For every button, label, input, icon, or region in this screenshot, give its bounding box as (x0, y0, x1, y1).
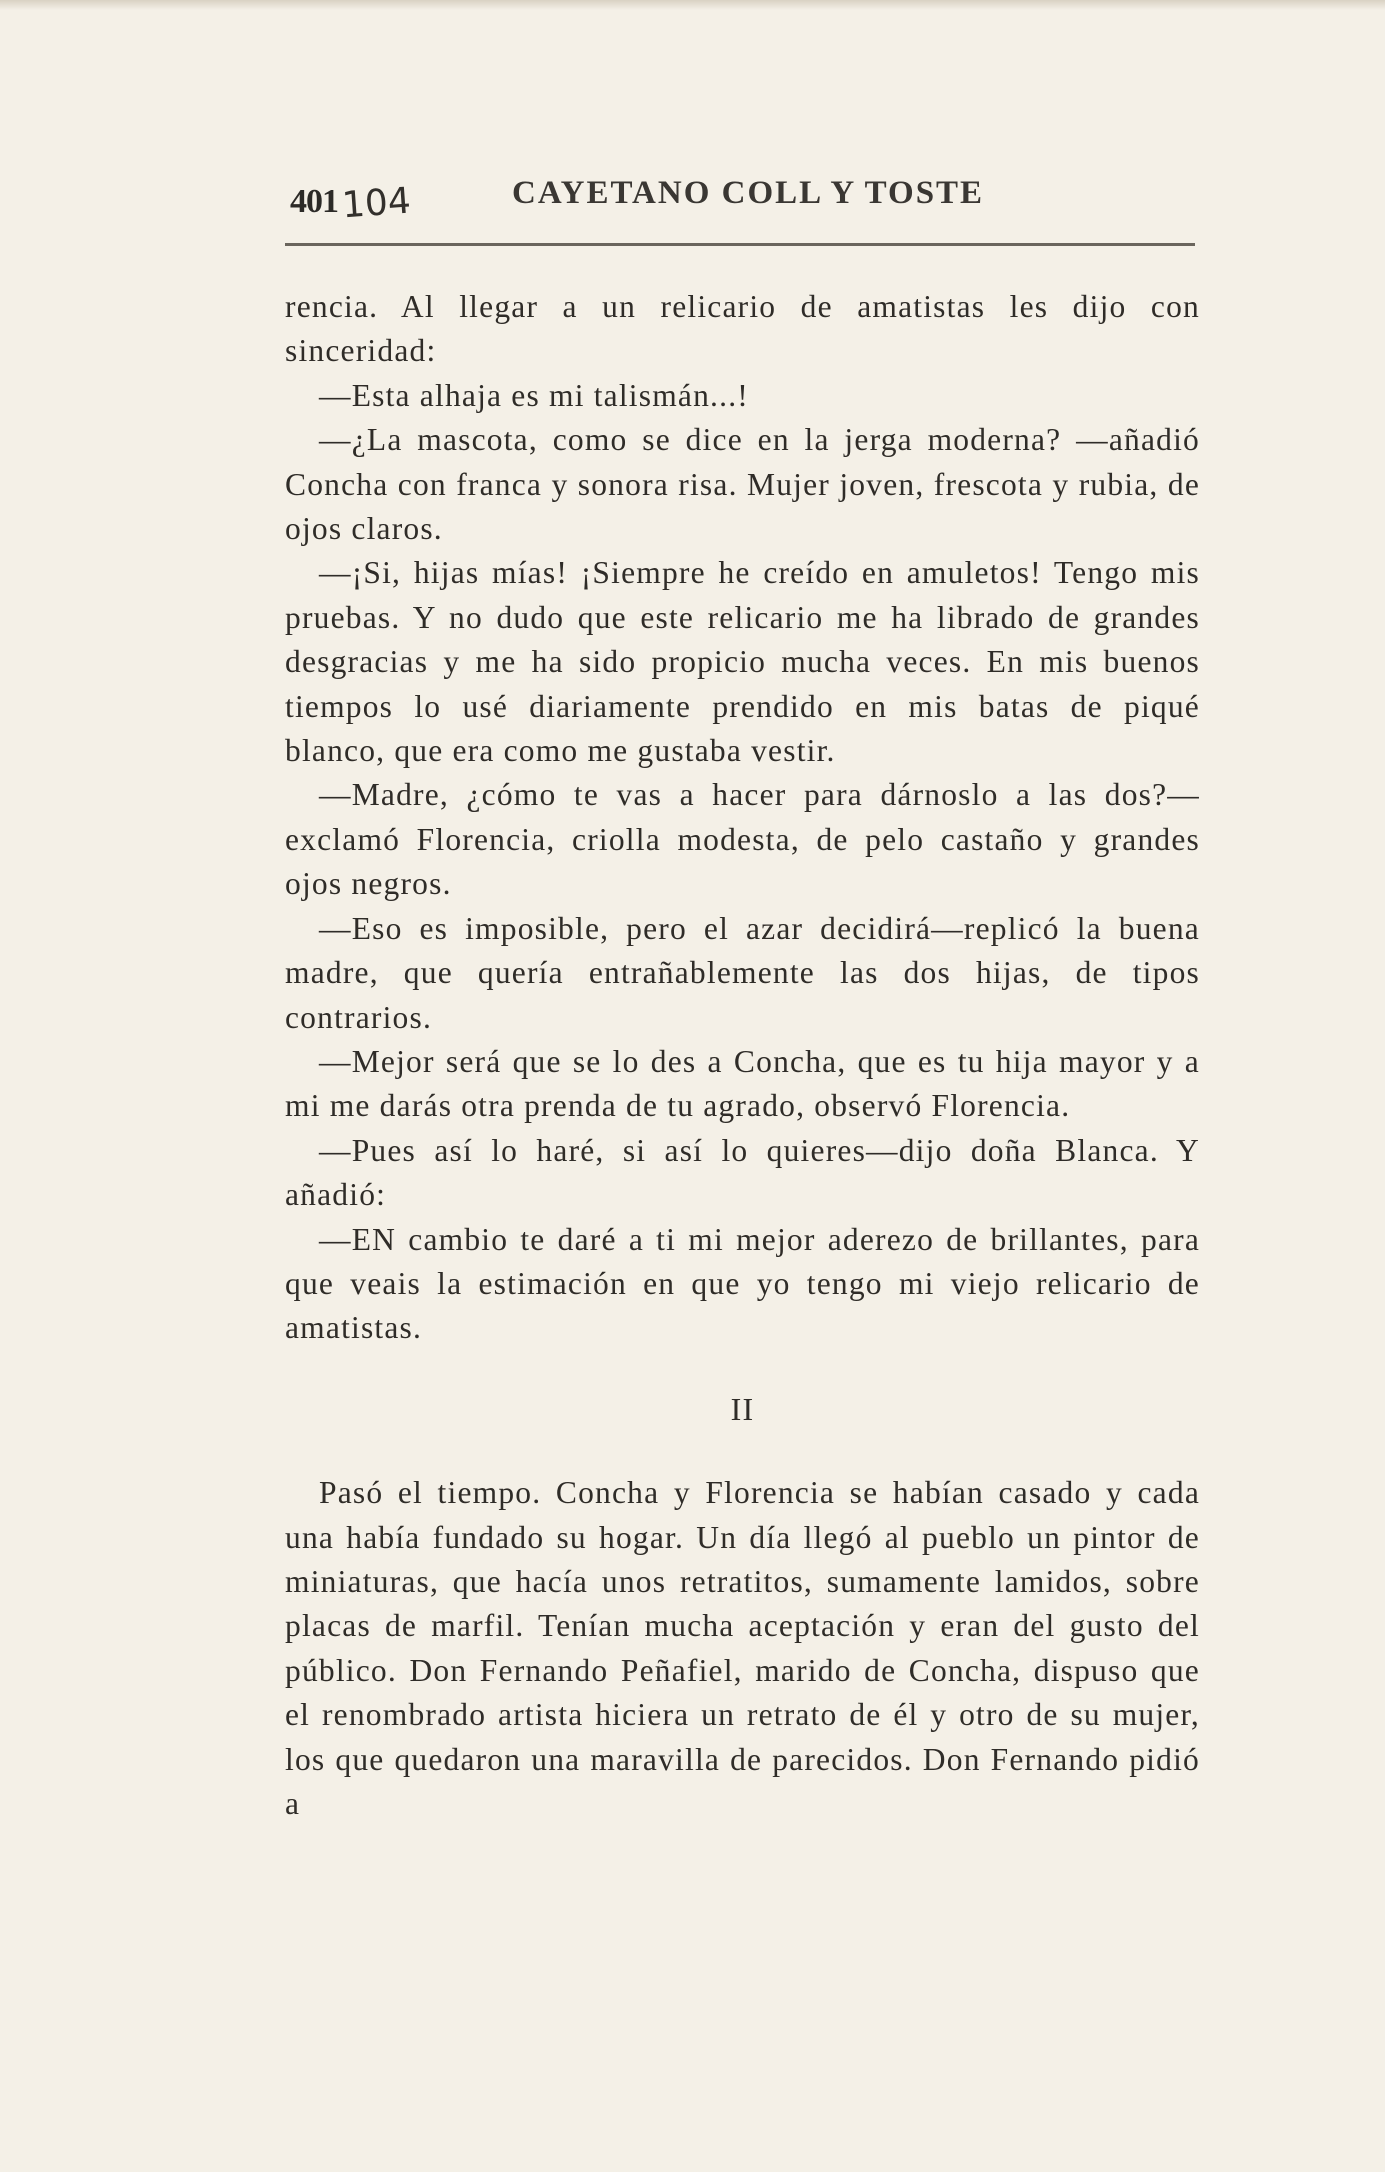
section-heading: II (730, 1390, 755, 1427)
paragraph: —¿La mascota, como se dice en la jerga moderna? —añadió Concha con franca y sonora risa. Mujer joven, frescota y rubia, de ojos claros. (285, 422, 1200, 547)
paragraph-continuation: rencia. Al llegar a un relicario de amatistas les dijo con sinceridad: (285, 289, 1200, 369)
paragraph: —Eso es imposible, pero el azar decidirá—replicó la buena madre, que quería entrañablemente las dos hijas, de tipos contrarios. (285, 910, 1200, 1035)
scan-top-edge (0, 0, 1385, 10)
body-text (285, 285, 1200, 1826)
paragraph: —¡Si, hijas mías! ¡Siempre he creído en amuletos! Tengo mis pruebas. Y no dudo que este relicario me ha librado de grandes desgracias y me ha sido propicio mucha veces. En mis buenos tiempos lo usé diariamente prendido en mis batas de piqué blanco, que era como me gustaba vestir. (285, 555, 1200, 769)
paragraph: Pasó el tiempo. Concha y Florencia se habían casado y cada una había fundado su hogar. Un día llegó al pueblo un pintor de miniaturas, que hacía unos retratitos, sumamente lamidos, sobre placas de marfil. Tenían mucha aceptación y eran del gusto del público. Don Fernando Peñafiel, marido de Concha, dispuso que el renombrado artista hiciera un retrato de él y otro de su mujer, los que quedaron una maravilla de parecidos. Don Fernando pidió a (285, 1475, 1200, 1821)
handwritten-page-number: 104 (340, 180, 413, 227)
paragraph: —EN cambio te daré a ti mi mejor aderezo de brillantes, para que veais la estimación en que yo tengo mi viejo relicario de amatistas. (285, 1221, 1200, 1346)
paragraph: —Madre, ¿cómo te vas a hacer para dárnoslo a las dos?—exclamó Florencia, criolla modesta, de pelo castaño y grandes ojos negros. (285, 777, 1200, 902)
paragraph: —Mejor será que se lo des a Concha, que es tu hija mayor y a mi me darás otra prenda de tu agrado, observó Florencia. (285, 1043, 1200, 1124)
paragraph: —Esta alhaja es mi talismán...! (319, 377, 749, 413)
paragraph: —Pues así lo haré, si así lo quieres—dijo doña Blanca. Y añadió: (285, 1132, 1200, 1213)
page-header (290, 165, 1205, 245)
running-head: CAYETANO COLL Y TOSTE (512, 175, 985, 211)
header-rule (285, 243, 1195, 246)
printed-page-number: 401 (290, 183, 338, 220)
